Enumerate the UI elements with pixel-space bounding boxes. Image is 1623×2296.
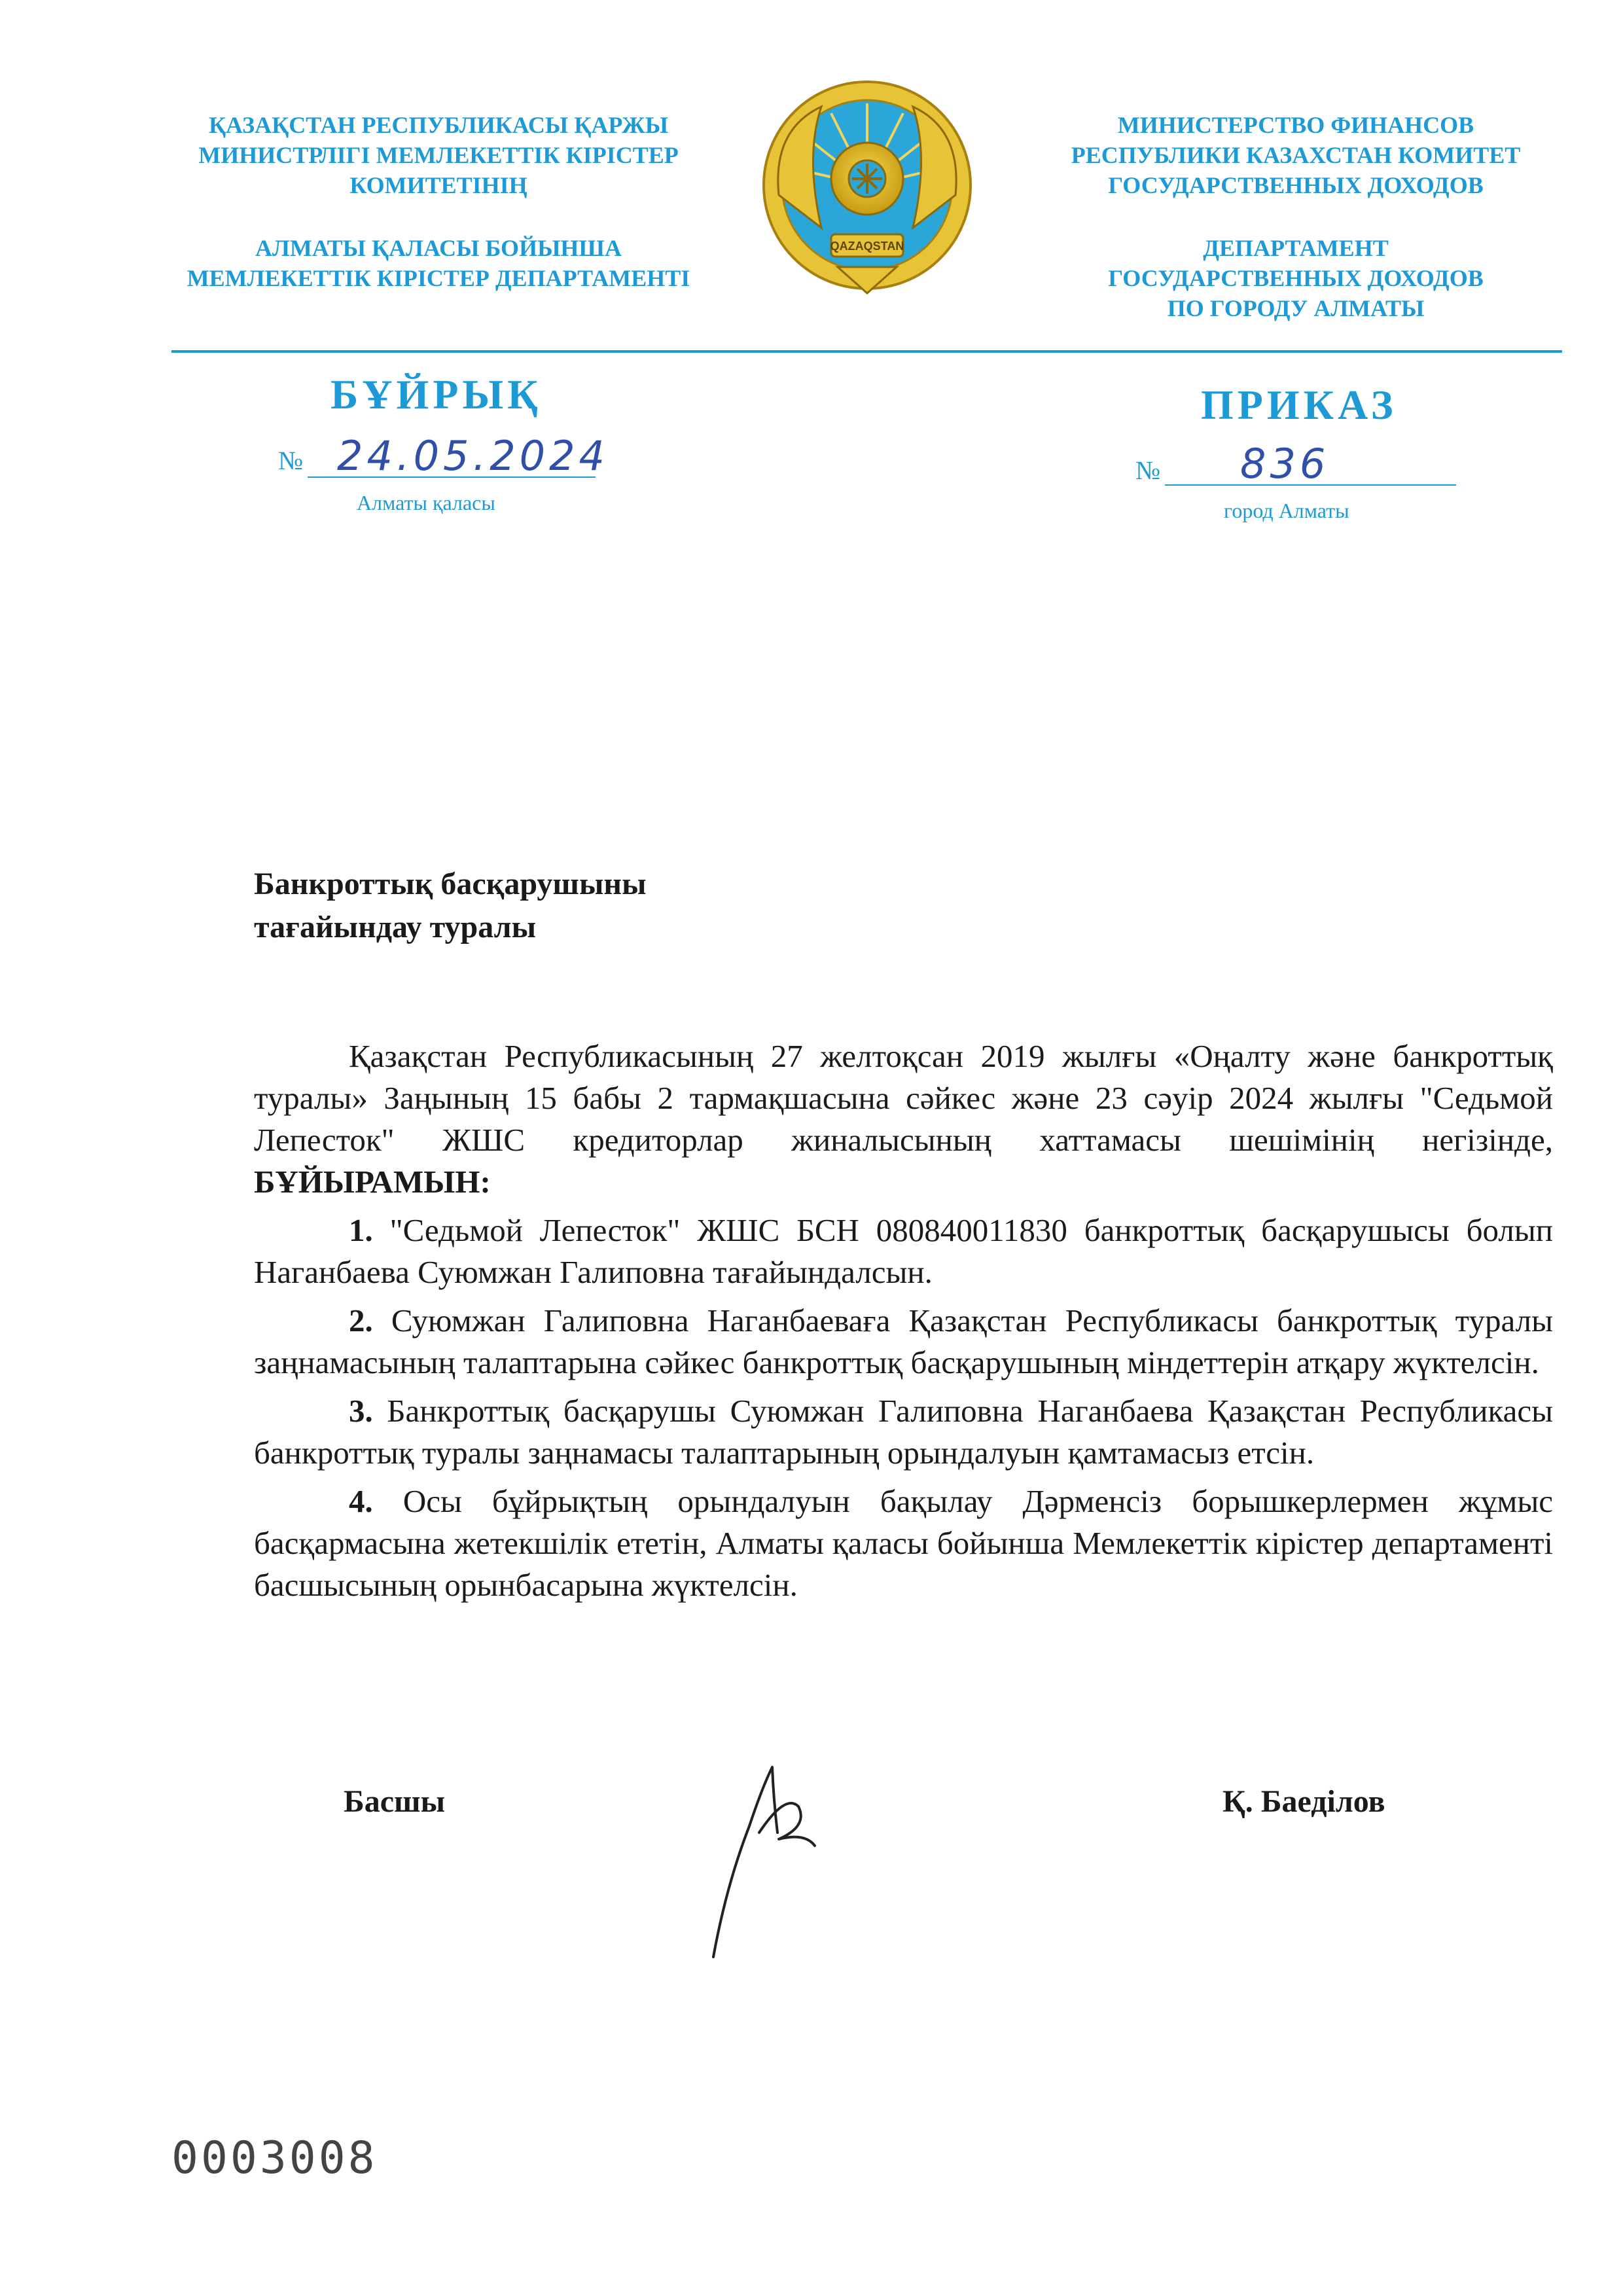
header-kazakh bbox=[164, 110, 713, 293]
preamble-text: Қазақстан Республикасының 27 желтоқсан 2019 жылғы «Оңалту және банкроттық туралы» Заңының 15 бабы 2 тармақшасына сәйкес және 23 сәуір 2024 жылғы "Седьмой Лепесток" ЖШС кредиторлар жиналысының хаттамасы шешімінің негізінде, bbox=[254, 1038, 1553, 1158]
order-item bbox=[254, 1300, 1553, 1384]
header-kz-line: МЕМЛЕКЕТТІК КІРІСТЕР ДЕПАРТАМЕНТІ bbox=[187, 265, 690, 291]
item-text: Осы бұйрықтың орындалуын бақылау Дәрменсіз борышкерлермен жұмыс басқармасына жетекшілік ететін, Алматы қаласы бойынша Мемлекеттік кірістер департаменті басшысының орынбасарына жүктелсін. bbox=[254, 1483, 1553, 1603]
order-item bbox=[254, 1390, 1553, 1474]
subject-line: тағайындау туралы bbox=[254, 910, 537, 944]
item-text: Банкроттық басқарушы Суюмжан Галиповна Наганбаева Қазақстан Республикасы банкроттық туралы заңнамасы талаптарының орындалуын қамтамасыз етсін. bbox=[254, 1393, 1553, 1471]
number-sign-kz: № bbox=[278, 446, 304, 475]
header-divider bbox=[171, 350, 1562, 353]
order-title-ru: ПРИКАЗ bbox=[1201, 382, 1397, 428]
header-ru-line: ГОСУДАРСТВЕННЫХ ДОХОДОВ bbox=[1108, 172, 1484, 198]
preamble-paragraph bbox=[254, 1035, 1553, 1203]
item-number: 1. bbox=[349, 1212, 373, 1248]
header-ru-line: ПО ГОРОДУ АЛМАТЫ bbox=[1167, 295, 1425, 321]
header-kz-line: МИНИСТРЛІГІ МЕМЛЕКЕТТІК КІРІСТЕР bbox=[198, 142, 679, 168]
handwritten-date: 24.05.2024 bbox=[337, 432, 609, 480]
city-kz: Алматы қаласы bbox=[357, 491, 495, 514]
order-item bbox=[254, 1210, 1553, 1293]
item-text: Суюмжан Галиповна Наганбаеваға Қазақстан Республикасы банкроттық туралы заңнамасының талаптарына сәйкес банкроттық басқарушының міндеттерін атқару жүктелсін. bbox=[254, 1302, 1554, 1380]
handwritten-number: 836 bbox=[1240, 440, 1330, 488]
item-text: "Седьмой Лепесток" ЖШС БСН 080840011830 банкроттық басқарушысы болып Наганбаева Суюмжан Галиповна тағайындалсын. bbox=[254, 1212, 1553, 1290]
subject-line: Банкроттық басқарушыны bbox=[254, 867, 647, 901]
city-ru: город Алматы bbox=[1224, 499, 1349, 522]
signatory-name: Қ. Баеділов bbox=[1222, 1784, 1385, 1819]
order-body bbox=[254, 1035, 1553, 1613]
header-ru-line: ГОСУДАРСТВЕННЫХ ДОХОДОВ bbox=[1108, 265, 1484, 291]
header-ru-line: МИНИСТЕРСТВО ФИНАНСОВ bbox=[1117, 112, 1474, 138]
header-ru-line: ДЕПАРТАМЕНТ bbox=[1203, 235, 1389, 261]
order-subject bbox=[254, 863, 647, 949]
header-ru-line: РЕСПУБЛИКИ КАЗАХСТАН КОМИТЕТ bbox=[1071, 142, 1521, 168]
document-serial-number: 0003008 bbox=[171, 2132, 378, 2184]
item-number: 3. bbox=[349, 1393, 373, 1429]
emblem-text: QAZAQSTAN bbox=[830, 240, 904, 253]
order-title-kz: БҰЙРЫҚ bbox=[330, 371, 542, 418]
header-kz-line: КОМИТЕТІНІҢ bbox=[349, 172, 527, 198]
item-number: 2. bbox=[349, 1302, 373, 1338]
header-kz-line: ҚАЗАҚСТАН РЕСПУБЛИКАСЫ ҚАРЖЫ bbox=[208, 112, 669, 138]
order-item bbox=[254, 1480, 1553, 1606]
header-russian bbox=[1021, 110, 1571, 323]
item-number: 4. bbox=[349, 1483, 373, 1519]
state-emblem-icon bbox=[759, 77, 975, 300]
handwritten-signature-icon bbox=[700, 1754, 857, 1964]
header-kz-line: АЛМАТЫ ҚАЛАСЫ БОЙЫНША bbox=[255, 235, 622, 261]
number-sign-ru: № bbox=[1135, 456, 1161, 485]
order-word: БҰЙЫРАМЫН: bbox=[254, 1164, 491, 1200]
signatory-title: Басшы bbox=[344, 1784, 446, 1819]
